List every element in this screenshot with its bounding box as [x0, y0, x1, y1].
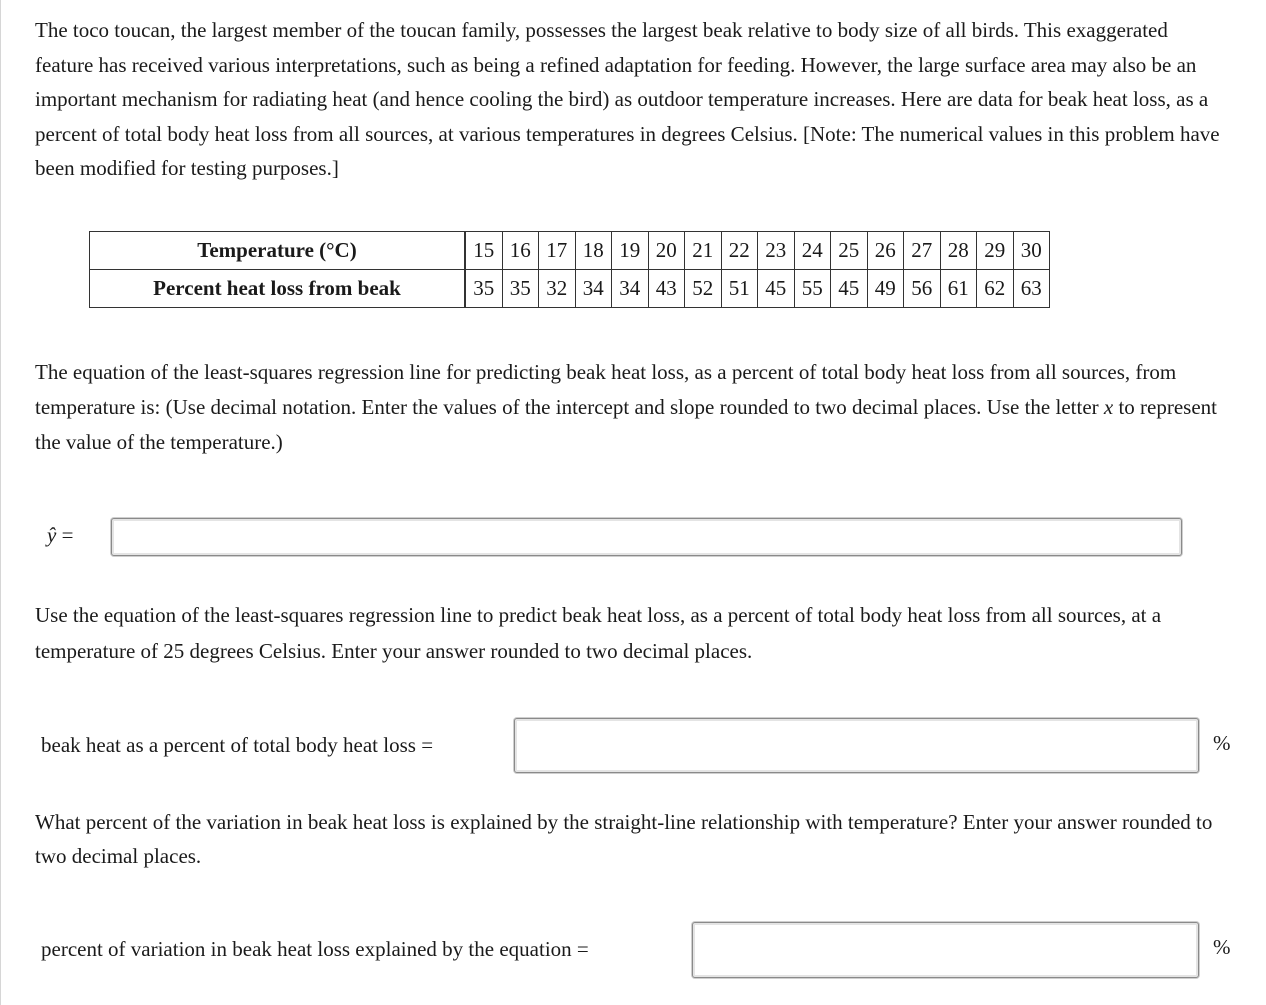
- heat-loss-row: [90, 270, 1050, 308]
- heat-loss-cell: 43: [648, 270, 685, 308]
- heat-loss-cell: 34: [575, 270, 612, 308]
- heat-loss-cell: 35: [465, 270, 502, 308]
- temperature-cell: 18: [575, 232, 612, 270]
- data-table: [89, 231, 1050, 308]
- temperature-cell: 30: [1013, 232, 1050, 270]
- heat-loss-cell: 61: [940, 270, 977, 308]
- temperature-cell: 24: [794, 232, 831, 270]
- variation-answer-input[interactable]: [692, 922, 1199, 978]
- heat-loss-row-label: Percent heat loss from beak: [90, 270, 466, 308]
- heat-loss-cell: 52: [685, 270, 722, 308]
- heat-loss-cell: 45: [758, 270, 795, 308]
- intro-paragraph: The toco toucan, the largest member of the toucan family, possesses the largest beak relative to body size of all birds. This exaggerated feature has received various interpretations, such as being a refined adaptation for feeding. However, the large surface area may also be an important mechanism for radiating heat (and hence cooling the bird) as outdoor temperature increases. Here are data for beak heat loss, as a percent of total body heat loss from all sources, at various temperatures in degrees Celsius. [Note: The numerical values in this problem have been modified for testing purposes.]: [35, 18, 1220, 180]
- heat-loss-cell: 55: [794, 270, 831, 308]
- temperature-cell: 25: [831, 232, 868, 270]
- temperature-cell: 20: [648, 232, 685, 270]
- variation-percent-unit: %: [1213, 935, 1231, 959]
- temperature-cell: 19: [612, 232, 649, 270]
- temperature-cell: 23: [758, 232, 795, 270]
- regression-equation-input[interactable]: [111, 518, 1182, 556]
- predict-label: beak heat as a percent of total body heat loss =: [41, 733, 434, 757]
- regression-question-part1: The equation of the least-squares regression line for predicting beak heat loss, as a percent of total body heat loss from all sources, from temperature is: (Use decimal notation. Enter the values of the intercept and slope rounded to two decimal places. Use the letter: [35, 360, 1177, 419]
- heat-loss-cell: 51: [721, 270, 758, 308]
- heat-loss-cell: 35: [502, 270, 539, 308]
- temperature-cell: 22: [721, 232, 758, 270]
- predict-percent-unit: %: [1213, 731, 1231, 755]
- heat-loss-cell: 32: [539, 270, 576, 308]
- variation-question: What percent of the variation in beak heat loss is explained by the straight-line relationship with temperature? Enter your answer rounded to two decimal places.: [35, 810, 1213, 868]
- temperature-cell: 29: [977, 232, 1014, 270]
- predict-question: Use the equation of the least-squares regression line to predict beak heat loss, as a percent of total body heat loss from all sources, at a temperature of 25 degrees Celsius. Enter your answer rounded to two decimal places.: [35, 603, 1162, 663]
- yhat-label: [47, 523, 73, 548]
- temperature-cell: 17: [539, 232, 576, 270]
- heat-loss-cell: 34: [612, 270, 649, 308]
- temperature-cell: 26: [867, 232, 904, 270]
- heat-loss-cell: 63: [1013, 270, 1050, 308]
- regression-question-part2: to represent the value of the temperature.): [35, 395, 1218, 454]
- heat-loss-cell: 45: [831, 270, 868, 308]
- yhat-symbol: ŷ: [47, 523, 57, 547]
- temperature-row: [90, 232, 1050, 270]
- temperature-cell: 27: [904, 232, 941, 270]
- yhat-equals: =: [56, 523, 74, 547]
- heat-loss-cell: 56: [904, 270, 941, 308]
- temperature-cell: 28: [940, 232, 977, 270]
- heat-loss-cell: 49: [867, 270, 904, 308]
- regression-variable: x: [1103, 395, 1114, 419]
- variation-label: percent of variation in beak heat loss explained by the equation =: [41, 937, 589, 961]
- temperature-cell: 21: [685, 232, 722, 270]
- temperature-cell: 16: [502, 232, 539, 270]
- heat-loss-cell: 62: [977, 270, 1014, 308]
- predict-answer-input[interactable]: [514, 718, 1199, 773]
- temperature-row-label: Temperature (°C): [90, 232, 466, 270]
- left-border: [0, 0, 1, 1005]
- regression-question: [35, 355, 1230, 460]
- temperature-cell: 15: [465, 232, 502, 270]
